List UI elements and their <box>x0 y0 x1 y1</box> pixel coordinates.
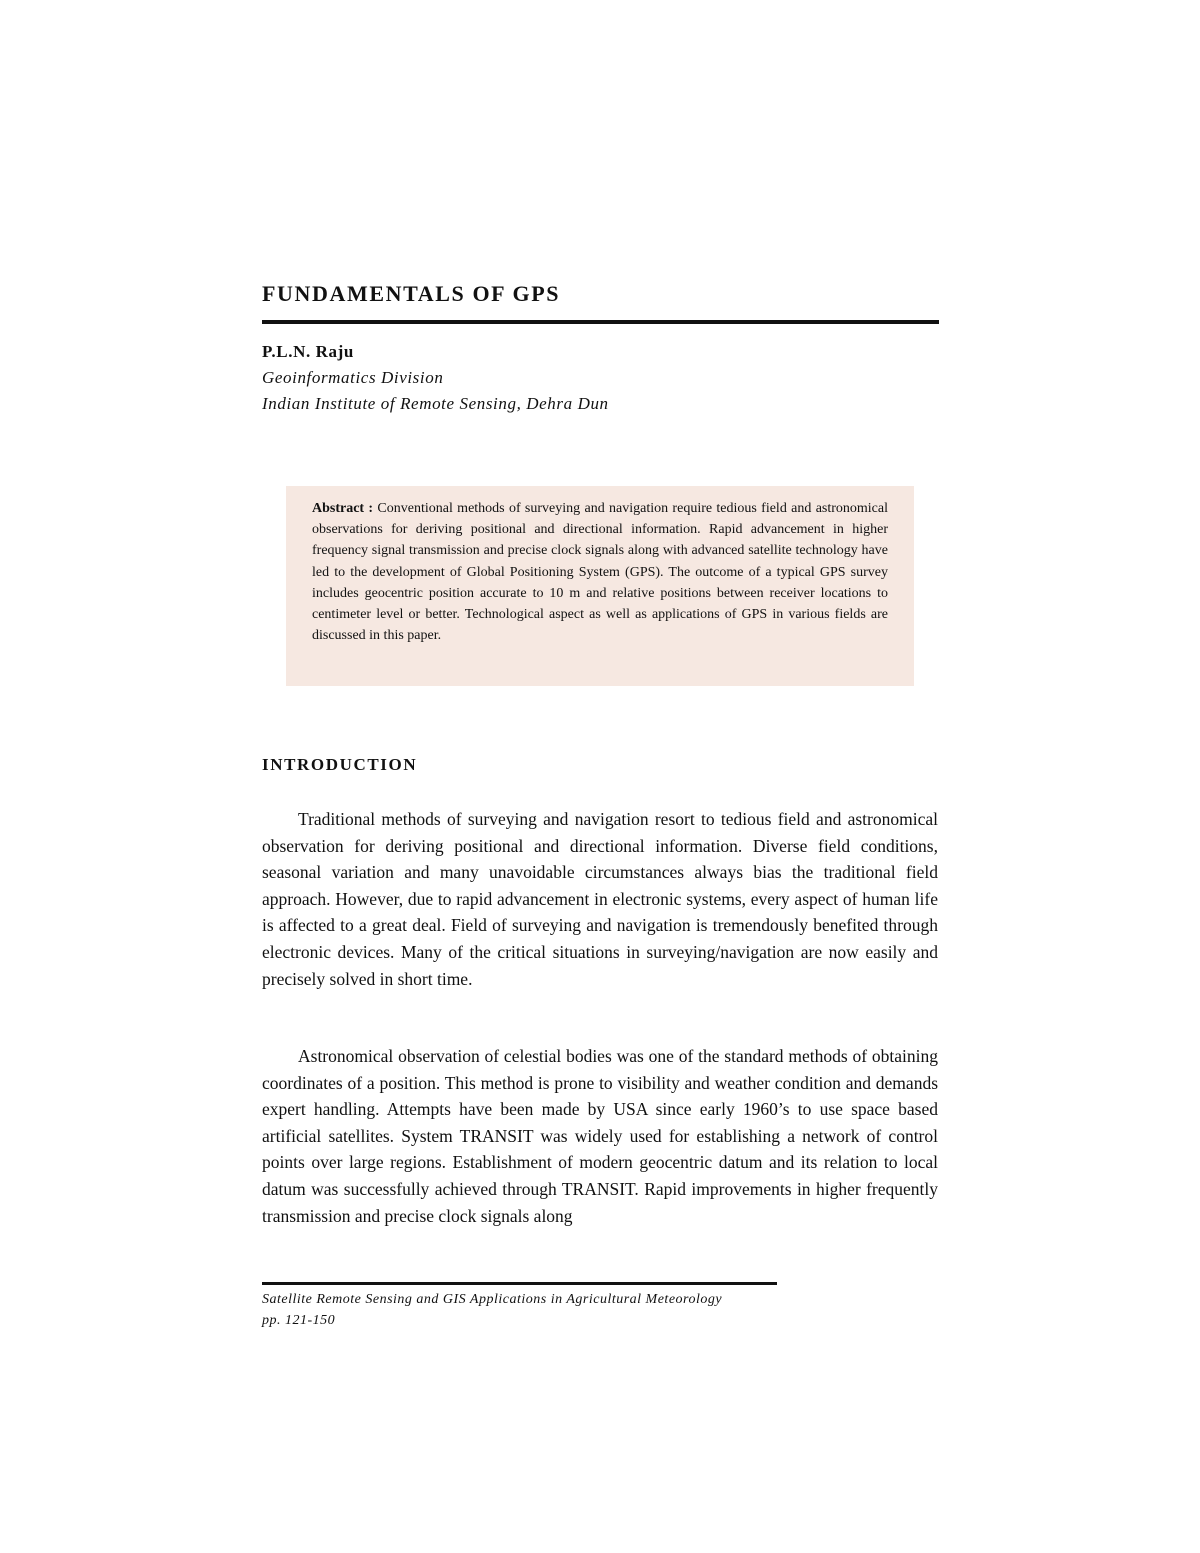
section-heading-introduction: INTRODUCTION <box>262 755 418 774</box>
footnote-source: Satellite Remote Sensing and GIS Applications in Agricultural Meteorology <box>262 1292 723 1307</box>
footnote-rule <box>262 1282 777 1285</box>
title-rule <box>262 320 939 324</box>
introduction-paragraph-1: Traditional methods of surveying and navigation resort to tedious field and astronomical observation for deriving positional and directional information. Diverse field conditions, seasonal variation and many unavoidable circumstances always bias the traditional field approach. However, due to rapid advancement in electronic systems, every aspect of human life is affected to a great deal. Field of surveying and navigation is tremendously benefited through electronic devices. Many of the critical situations in surveying/navigation are now easily and precisely solved in short time. <box>262 809 938 989</box>
abstract-body: Conventional methods of surveying and navigation require tedious field and astronomical observations for deriving positional and directional information. Rapid advancement in higher frequency signal transmission and precise clock signals along with advanced satellite technology have led to the development of Global Positioning System (GPS). The outcome of a typical GPS survey includes geocentric position accurate to 10 m and relative positions between receiver locations to centimeter level or better. Technological aspect as well as applications of GPS in various fields are discussed in this paper. <box>312 501 889 644</box>
abstract-box <box>286 486 914 686</box>
author-division: Geoinformatics Division <box>262 368 444 387</box>
abstract-paragraph <box>312 498 888 646</box>
introduction-paragraph-2: Astronomical observation of celestial bodies was one of the standard methods of obtaining coordinates of a position. This method is prone to visibility and weather condition and demands expert handling. Attempts have been made by USA since early 1960’s to use space based artificial satellites. System TRANSIT was widely used for establishing a network of control points over large regions. Establishment of modern geocentric datum and its relation to local datum was successfully achieved through TRANSIT. Rapid improvements in higher frequently transmission and precise clock signals along <box>262 1046 938 1226</box>
paper-title: FUNDAMENTALS OF GPS <box>262 281 561 306</box>
abstract-label: Abstract : <box>312 501 374 516</box>
author-name: P.L.N. Raju <box>262 342 354 361</box>
footnote-pages: pp. 121-150 <box>262 1313 336 1328</box>
author-institute: Indian Institute of Remote Sensing, Dehra Dun <box>262 394 609 413</box>
